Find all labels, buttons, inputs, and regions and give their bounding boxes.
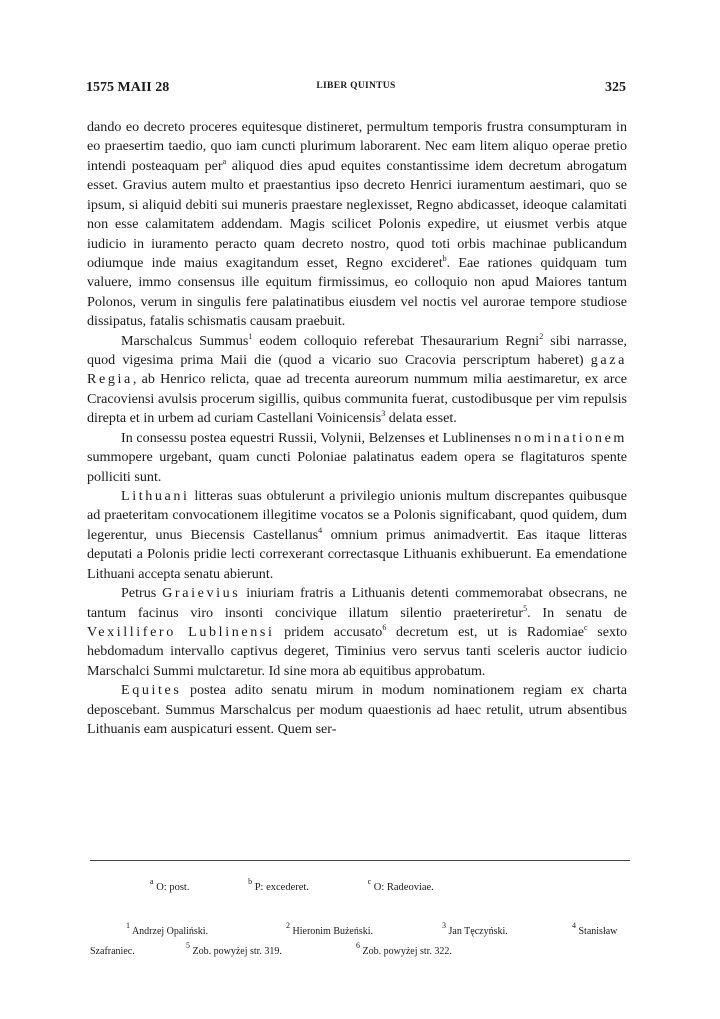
footnotes xyxy=(90,922,630,962)
footnote-text-part1: Stanisław xyxy=(578,926,618,937)
footnote: $^5$ Zob. powyżej str. 319. xyxy=(186,941,282,957)
main-text xyxy=(87,118,627,740)
spaced-emphasis: gaza Regia xyxy=(87,352,627,388)
text-run: postea adito senatu mirum in modum nominationem regiam ex charta deposcebant. Summus Marschalcus per modum quaestionis ad haec retulit, utrum absentibus Lithuanis eam auspicaturi essent. Quem ser- xyxy=(87,682,627,738)
spaced-emphasis: nominationem xyxy=(514,429,627,446)
page-number: 325 xyxy=(605,80,626,95)
footnote-row xyxy=(90,942,630,962)
text-run: , ab Henrico relicta, quae ad trecenta aureorum nummum milia aestimaretur, ex arce Cracoviensi avulsis procerum sigillis, quibus communita fuerat, custodibusque per vim repulsis direpta et in urbem ad curiam Castellani Voinicensis xyxy=(87,371,627,427)
running-header xyxy=(86,80,626,100)
text-run: sexto hebdomadum intervallo captivus degeret, Timinius vero servus tanti sceleris auctor iudicio Marschalci Summi mulctaretur. Id sine mora ab equitibus approbatum. xyxy=(87,623,628,679)
text-run: In consessu postea equestri Russii, Volynii, Belzenses et Lublinenses xyxy=(121,429,515,446)
footnote: $^2$ Hieronim Bużeński. xyxy=(286,921,374,937)
paragraph xyxy=(87,584,627,681)
text-run: litteras suas obtulerunt a privilegio unionis multum discrepantes quibusque ad praeteritam convocationem illegitime vocatos se a Polonis significabant, quod quidem, dum legerentur, unus Biecensis Castellanus xyxy=(87,488,627,543)
note-reference: 1 xyxy=(248,331,253,341)
text-run: aliquod dies apud equites constantissime idem decretum abrogatum esset. Gravius autem multo et praestantius ipso decreto Henrici iuramentum aestimari, quo se ipsum, si aliquid debiti sui muneris praestare neglexisset, Regno abdicasset, ideoque calamitati non esse calamitatem addendam. Magis scilicet Polonis expedire, ut eiusmet verbis atque iudicio in iuramento peracto quam decreto nostro, quod toti orbis machinae publicandum odiumque inde maius exagitandum esset, Regno excideret xyxy=(87,157,627,271)
note-reference: c xyxy=(583,622,588,632)
text-run: delata esset. xyxy=(385,410,457,427)
header-book-title: LIBER QUINTUS xyxy=(316,81,396,91)
spaced-emphasis: Lithuani xyxy=(121,488,190,505)
text-run: summopere urgebant, quam cuncti Poloniae palatinatus eadem opera se flagitaturos spente polliciti sunt. xyxy=(87,449,627,485)
text-run: Marschalcus Summus xyxy=(121,332,249,349)
paragraph xyxy=(87,487,627,584)
text-run: pridem accusato xyxy=(274,623,383,640)
footnote-continuation: Szafraniec. xyxy=(90,946,135,957)
textual-notes xyxy=(150,877,630,893)
text-run: omnium primus animadvertit. Eas itaque litteras deputati a Polonis pridie lecti correxerant correctasque Lithuanis exhibuerunt. Ea emendatione Lithuani accepta senatu abierunt. xyxy=(87,526,627,582)
note-reference: 4 xyxy=(318,525,323,535)
text-run: iniuriam fratris a Lithuanis detenti commemorabat obsecrans, ne tantum facinus viro insonti concivique illatum silentio praeteriretur xyxy=(87,585,627,621)
note-reference: 6 xyxy=(382,622,387,632)
note-reference: b xyxy=(442,253,447,263)
paragraph xyxy=(87,429,627,487)
footnote-row xyxy=(90,922,630,942)
footnote: $^3$ Jan Tęczyński. xyxy=(442,921,508,937)
footnote: $^1$ Andrzej Opaliński. xyxy=(126,921,209,937)
text-run: eodem colloquio referebat Thesaurarium Regni xyxy=(252,332,540,349)
textual-note: $^a$ O: post. xyxy=(150,877,190,893)
text-run: sibi narrasse, quod vigesima prima Maii die (quod a vicario suo Cracovia perscriptum haberet) xyxy=(87,332,627,369)
note-reference: 2 xyxy=(539,331,544,341)
paragraph xyxy=(87,332,627,429)
note-reference: 3 xyxy=(381,409,386,419)
note-reference: 5 xyxy=(523,603,528,613)
note-reference: a xyxy=(222,156,227,166)
footnote: $^6$ Zob. powyżej str. 322. xyxy=(356,941,452,957)
spaced-emphasis: Graievius xyxy=(162,585,241,602)
header-date: 1575 MAII 28 xyxy=(86,80,170,95)
text-run: Petrus xyxy=(121,585,163,602)
footnote: $^4$ Stanisław xyxy=(572,921,618,937)
footnote-divider xyxy=(90,860,630,861)
text-run: . In senatu de xyxy=(527,604,627,621)
spaced-emphasis: Vexillifero Lublinensi xyxy=(87,623,275,640)
spaced-emphasis: Equites xyxy=(121,682,182,699)
paragraph xyxy=(87,681,627,739)
text-run: dando eo decreto proceres equitesque distineret, permultum temporis frustra consumpturam in eo praesertim taedio, quo iam cuncti plurimum laborarent. Nec eam litem aliquo operae pretio intendi posteaquam per xyxy=(87,119,627,174)
paragraph xyxy=(87,118,627,332)
textual-note: $^b$ P: excederet. xyxy=(248,877,309,893)
text-run: decretum est, ut is Radomiae xyxy=(386,623,584,640)
text-run: . Eae rationes quidquam tum valuere, immo consensus ille equitum firmissimus, eo colloquio non apud Maiores tantum Polonos, verum in singulis fere palatinatibus eiusdem vel noctis vel aurorae tempore studiose dissipatus, fatalis schismatis causam praebuit. xyxy=(87,254,627,330)
textual-note: $^c$ O: Radeoviae. xyxy=(367,877,434,893)
